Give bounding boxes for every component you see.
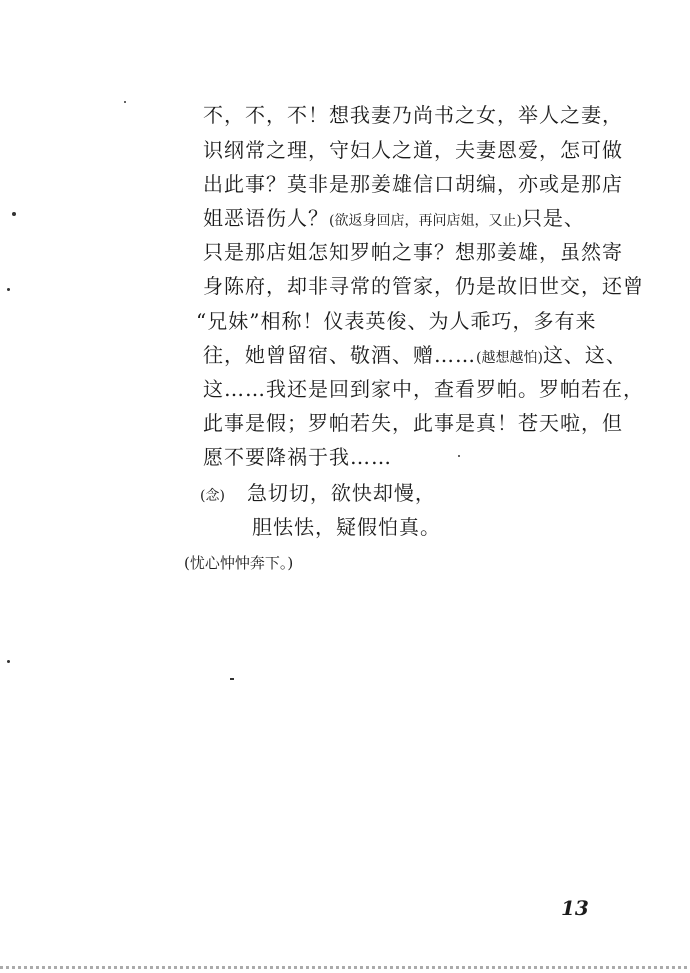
text-line-8 — [203, 343, 627, 370]
bottom-scan-edge — [0, 966, 690, 969]
scan-speck — [458, 455, 460, 457]
stage-direction: (欲返身回店，再问店姐，又止) — [329, 213, 522, 229]
scan-speck — [7, 288, 10, 291]
text-line-12 — [200, 481, 436, 508]
recitation-line-1: 急切切，欲快却慢， — [246, 481, 436, 505]
recitation-line-2: 胆怯怯，疑假怕真。 — [252, 515, 441, 539]
scan-speck — [124, 101, 126, 103]
line-4-speech: 姐恶语伤人？ — [203, 206, 329, 230]
text-line-6: 身陈府，却非寻常的管家，仍是故旧世交，还曾 — [203, 274, 644, 298]
page-number: 13 — [561, 896, 589, 920]
line-8-speech-end: 这、这、 — [542, 343, 627, 367]
stage-direction: (念) — [200, 488, 225, 504]
text-line-4 — [203, 206, 585, 233]
scan-speck — [230, 678, 234, 680]
text-line-5: 只是那店姐怎知罗帕之事？想那姜雄，虽然寄 — [203, 240, 623, 264]
text-line-9: 这……我还是回到家中，查看罗帕。罗帕若在， — [203, 377, 644, 401]
line-4-speech-end: 只是、 — [521, 206, 585, 230]
text-line-1: 不，不，不！想我妻乃尚书之女，举人之妻， — [203, 103, 623, 127]
stage-direction-exit: (忧心忡忡奔下。) — [184, 554, 294, 572]
scan-speck — [7, 660, 10, 663]
text-line-11: 愿不要降祸于我…… — [203, 445, 392, 469]
text-line-3: 出此事？莫非是那姜雄信口胡编，亦或是那店 — [203, 172, 623, 196]
scan-speck — [12, 212, 16, 216]
text-line-10: 此事是假；罗帕若失，此事是真！苍天啦，但 — [203, 411, 623, 435]
text-line-2: 识纲常之理，守妇人之道，夫妻恩爱，怎可做 — [203, 138, 623, 162]
text-line-7: “兄妹”相称！仪表英俊、为人乖巧，多有来 — [196, 309, 597, 333]
line-8-speech: 往，她曾留宿、敬酒、赠…… — [203, 343, 476, 367]
stage-direction: (越想越怕) — [476, 350, 543, 366]
